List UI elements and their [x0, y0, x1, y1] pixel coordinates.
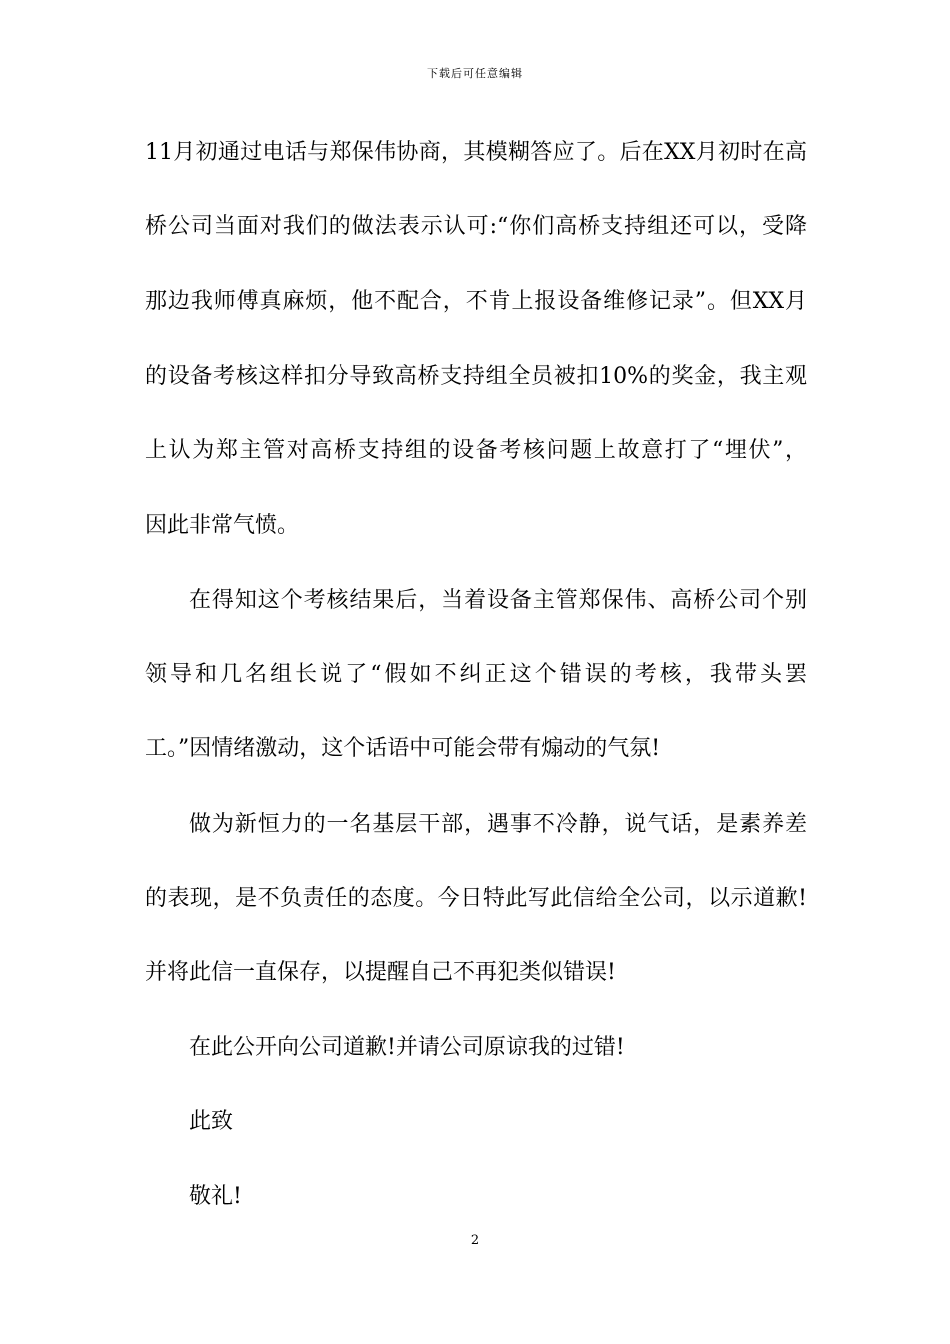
body-line: 桥公司当面对我们的做法表示认可:“你们高桥支持组还可以，受降: [145, 214, 807, 239]
body-line: 11月初通过电话与郑保伟协商，其模糊答应了。后在XX月初时在高: [145, 140, 807, 165]
body-line: 的设备考核这样扣分导致高桥支持组全员被扣10%的奖金，我主观: [145, 364, 807, 389]
body-line: 因此非常气愤。: [145, 513, 300, 538]
page-number: 2: [470, 1233, 480, 1248]
body-line: 在此公开向公司道歉!并请公司原谅我的过错!: [189, 1035, 625, 1060]
body-line: 在得知这个考核结果后，当着设备主管郑保伟、高桥公司个别: [189, 588, 807, 613]
body-line: 并将此信一直保存，以提醒自己不再犯类似错误!: [145, 960, 616, 985]
body-line: 的表现，是不负责任的态度。今日特此写此信给全公司，以示道歉!: [145, 886, 807, 911]
closing-line: 敬礼!: [189, 1184, 242, 1209]
body-line: 那边我师傅真麻烦，他不配合，不肯上报设备维修记录”。但XX月: [145, 289, 807, 314]
closing-line: 此致: [189, 1109, 234, 1134]
page-header: 下载后可任意编辑: [427, 67, 523, 80]
body-line: 工。”因情绪激动，这个话语中可能会带有煽动的气氛!: [145, 736, 661, 761]
body-line: 上认为郑主管对高桥支持组的设备考核问题上故意打了“埋伏”，: [145, 438, 807, 463]
body-line: 做为新恒力的一名基层干部，遇事不冷静，说气话，是素养差: [189, 812, 807, 837]
body-line: 领导和几名组长说了“假如不纠正这个错误的考核，我带头罢: [145, 662, 807, 687]
